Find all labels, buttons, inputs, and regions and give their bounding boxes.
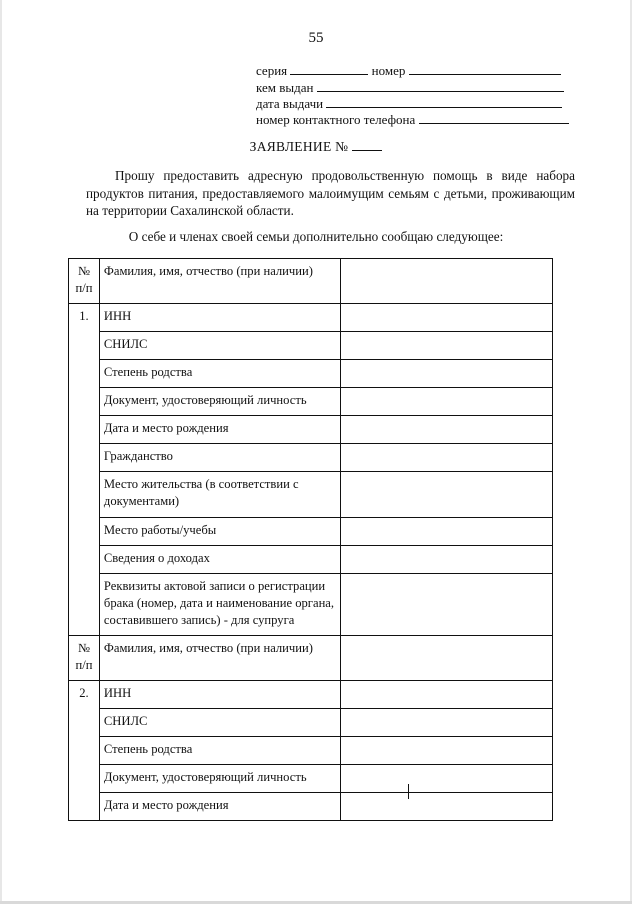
row-label: ИНН	[99, 304, 340, 332]
row-value[interactable]	[340, 737, 552, 765]
table-row	[69, 765, 553, 793]
table-row	[69, 444, 553, 472]
request-paragraph: Прошу предоставить адресную продовольственную помощь в виде набора продуктов питания, предоставляемого малоимущим семьям с детьми, проживающим на территории Сахалинской области.	[86, 168, 575, 218]
row-value[interactable]	[340, 472, 552, 518]
row-label: Место работы/учебы	[99, 518, 340, 546]
row-value[interactable]	[340, 518, 552, 546]
table-row	[69, 360, 553, 388]
issue-date-label: дата выдачи	[256, 96, 324, 111]
table-row	[69, 388, 553, 416]
table-header-row	[69, 636, 553, 681]
issued-by-line	[256, 80, 564, 96]
member-num: 1.	[69, 304, 100, 636]
member-num: 2.	[69, 681, 100, 821]
row-value[interactable]	[340, 360, 552, 388]
family-intro: О себе и членах своей семьи дополнительно сообщаю следующее:	[128, 229, 504, 244]
row-value[interactable]	[340, 546, 552, 574]
row-label: Степень родства	[99, 360, 340, 388]
phone-label: номер контактного телефона	[256, 112, 416, 127]
issue-date-input[interactable]	[326, 96, 562, 108]
header-name: Фамилия, имя, отчество (при наличии)	[99, 259, 340, 304]
title-text: ЗАЯВЛЕНИЕ №	[249, 139, 349, 154]
table-row	[69, 574, 553, 636]
row-value[interactable]	[340, 388, 552, 416]
row-value[interactable]	[340, 416, 552, 444]
row-label: Дата и место рождения	[99, 793, 340, 821]
issued-by-label: кем выдан	[256, 80, 314, 95]
series-number-line	[256, 63, 561, 79]
header-num: № п/п	[69, 259, 100, 304]
row-label: Гражданство	[99, 444, 340, 472]
row-label: СНИЛС	[99, 332, 340, 360]
row-value[interactable]	[340, 304, 552, 332]
family-table	[68, 258, 553, 821]
table-row	[69, 472, 553, 518]
table-row	[69, 737, 553, 765]
phone-input[interactable]	[419, 112, 569, 124]
application-number-input[interactable]	[352, 139, 382, 151]
table-row	[69, 793, 553, 821]
table-row	[69, 709, 553, 737]
row-value[interactable]	[340, 574, 552, 636]
table-row	[69, 416, 553, 444]
header-name-value[interactable]	[340, 259, 552, 304]
row-label: Дата и место рождения	[99, 416, 340, 444]
table-row	[69, 681, 553, 709]
issued-by-input[interactable]	[317, 80, 564, 92]
table-header-row	[69, 259, 553, 304]
table-row	[69, 304, 553, 332]
row-value[interactable]	[340, 793, 552, 821]
number-label: номер	[371, 63, 406, 78]
row-value[interactable]	[340, 681, 552, 709]
table-row	[69, 546, 553, 574]
row-label: Документ, удостоверяющий личность	[99, 765, 340, 793]
row-label: Документ, удостоверяющий личность	[99, 388, 340, 416]
text-cursor	[408, 784, 409, 799]
phone-line	[256, 112, 569, 128]
scan-edge-left	[0, 0, 2, 904]
row-label: СНИЛС	[99, 709, 340, 737]
row-value[interactable]	[340, 444, 552, 472]
row-value[interactable]	[340, 765, 552, 793]
page-number: 55	[308, 30, 324, 46]
row-label: ИНН	[99, 681, 340, 709]
row-label: Реквизиты актовой записи о регистрации брака (номер, дата и наименование органа, составившего запись) - для супруга	[99, 574, 340, 636]
row-value[interactable]	[340, 709, 552, 737]
header-name: Фамилия, имя, отчество (при наличии)	[99, 636, 340, 681]
row-label: Степень родства	[99, 737, 340, 765]
issue-date-line	[256, 96, 562, 112]
header-num: № п/п	[69, 636, 100, 681]
series-label: серия	[256, 63, 288, 78]
row-label: Место жительства (в соответствии с документами)	[99, 472, 340, 518]
table-row	[69, 332, 553, 360]
number-input[interactable]	[409, 63, 561, 75]
table-row	[69, 518, 553, 546]
row-value[interactable]	[340, 332, 552, 360]
header-name-value[interactable]	[340, 636, 552, 681]
application-title	[0, 139, 632, 155]
series-input[interactable]	[290, 63, 368, 75]
row-label: Сведения о доходах	[99, 546, 340, 574]
